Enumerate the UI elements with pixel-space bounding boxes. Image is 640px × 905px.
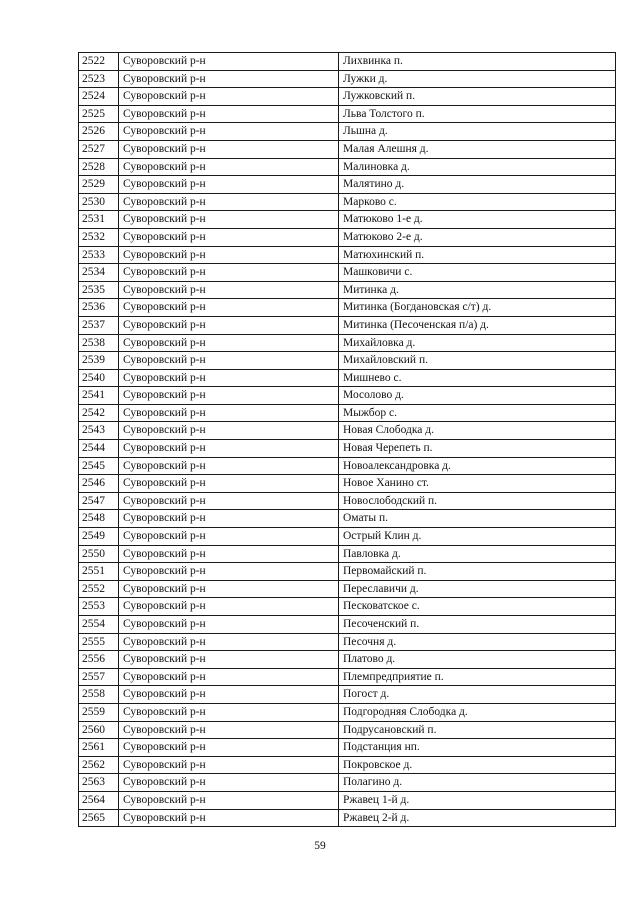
table-row — [79, 633, 616, 651]
row-number-cell: 2539 — [79, 352, 119, 370]
settlement-cell: Новослободский п. — [339, 492, 616, 510]
settlement-cell: Подстанция нп. — [339, 739, 616, 757]
district-cell: Суворовский р-н — [119, 387, 339, 405]
row-number-cell: 2552 — [79, 580, 119, 598]
row-number-cell: 2555 — [79, 633, 119, 651]
row-number-cell: 2528 — [79, 158, 119, 176]
settlement-cell: Павловка д. — [339, 545, 616, 563]
district-cell: Суворовский р-н — [119, 193, 339, 211]
district-cell: Суворовский р-н — [119, 475, 339, 493]
table-row — [79, 739, 616, 757]
table-row — [79, 299, 616, 317]
row-number-cell: 2551 — [79, 563, 119, 581]
settlement-cell: Митинка (Богдановская с/т) д. — [339, 299, 616, 317]
settlement-cell: Платово д. — [339, 651, 616, 669]
table-row — [79, 440, 616, 458]
row-number-cell: 2545 — [79, 457, 119, 475]
row-number-cell: 2527 — [79, 140, 119, 158]
table-row — [79, 721, 616, 739]
table-row — [79, 387, 616, 405]
row-number-cell: 2523 — [79, 70, 119, 88]
settlement-cell: Митинка д. — [339, 281, 616, 299]
district-cell: Суворовский р-н — [119, 633, 339, 651]
row-number-cell: 2549 — [79, 528, 119, 546]
district-cell: Суворовский р-н — [119, 264, 339, 282]
row-number-cell: 2557 — [79, 668, 119, 686]
settlement-cell: Подгородняя Слободка д. — [339, 703, 616, 721]
table-row — [79, 492, 616, 510]
district-cell: Суворовский р-н — [119, 616, 339, 634]
settlement-cell: Оматы п. — [339, 510, 616, 528]
settlements-table-body — [79, 53, 616, 827]
table-row — [79, 369, 616, 387]
row-number-cell: 2543 — [79, 422, 119, 440]
settlement-cell: Первомайский п. — [339, 563, 616, 581]
row-number-cell: 2536 — [79, 299, 119, 317]
settlement-cell: Малятино д. — [339, 176, 616, 194]
district-cell: Суворовский р-н — [119, 228, 339, 246]
table-row — [79, 686, 616, 704]
row-number-cell: 2565 — [79, 809, 119, 827]
district-cell: Суворовский р-н — [119, 246, 339, 264]
district-cell: Суворовский р-н — [119, 721, 339, 739]
table-row — [79, 580, 616, 598]
district-cell: Суворовский р-н — [119, 739, 339, 757]
row-number-cell: 2540 — [79, 369, 119, 387]
settlement-cell: Машковичи с. — [339, 264, 616, 282]
settlement-cell: Лужки д. — [339, 70, 616, 88]
table-row — [79, 457, 616, 475]
settlement-cell: Песочня д. — [339, 633, 616, 651]
district-cell: Суворовский р-н — [119, 510, 339, 528]
table-row — [79, 616, 616, 634]
row-number-cell: 2529 — [79, 176, 119, 194]
settlement-cell: Переславичи д. — [339, 580, 616, 598]
settlement-cell: Ржавец 1-й д. — [339, 791, 616, 809]
district-cell: Суворовский р-н — [119, 440, 339, 458]
page-number: 59 — [314, 840, 326, 852]
row-number-cell: 2546 — [79, 475, 119, 493]
table-row — [79, 228, 616, 246]
table-row — [79, 809, 616, 827]
district-cell: Суворовский р-н — [119, 598, 339, 616]
table-row — [79, 211, 616, 229]
district-cell: Суворовский р-н — [119, 88, 339, 106]
row-number-cell: 2541 — [79, 387, 119, 405]
district-cell: Суворовский р-н — [119, 70, 339, 88]
table-row — [79, 528, 616, 546]
table-row — [79, 193, 616, 211]
row-number-cell: 2550 — [79, 545, 119, 563]
table-row — [79, 316, 616, 334]
table-row — [79, 422, 616, 440]
table-row — [79, 404, 616, 422]
district-cell: Суворовский р-н — [119, 791, 339, 809]
settlement-cell: Полагино д. — [339, 774, 616, 792]
district-cell: Суворовский р-н — [119, 299, 339, 317]
settlement-cell: Новое Ханино ст. — [339, 475, 616, 493]
table-row — [79, 774, 616, 792]
district-cell: Суворовский р-н — [119, 528, 339, 546]
row-number-cell: 2558 — [79, 686, 119, 704]
row-number-cell: 2563 — [79, 774, 119, 792]
district-cell: Суворовский р-н — [119, 492, 339, 510]
settlement-cell: Льшна д. — [339, 123, 616, 141]
table-row — [79, 352, 616, 370]
district-cell: Суворовский р-н — [119, 774, 339, 792]
district-cell: Суворовский р-н — [119, 422, 339, 440]
settlement-cell: Мосолово д. — [339, 387, 616, 405]
district-cell: Суворовский р-н — [119, 545, 339, 563]
table-row — [79, 703, 616, 721]
settlement-cell: Малиновка д. — [339, 158, 616, 176]
row-number-cell: 2530 — [79, 193, 119, 211]
settlement-cell: Подрусановский п. — [339, 721, 616, 739]
table-row — [79, 563, 616, 581]
row-number-cell: 2560 — [79, 721, 119, 739]
district-cell: Суворовский р-н — [119, 140, 339, 158]
settlement-cell: Михайловский п. — [339, 352, 616, 370]
settlement-cell: Мыжбор с. — [339, 404, 616, 422]
district-cell: Суворовский р-н — [119, 703, 339, 721]
row-number-cell: 2538 — [79, 334, 119, 352]
district-cell: Суворовский р-н — [119, 809, 339, 827]
settlement-cell: Погост д. — [339, 686, 616, 704]
table-row — [79, 545, 616, 563]
row-number-cell: 2564 — [79, 791, 119, 809]
row-number-cell: 2535 — [79, 281, 119, 299]
district-cell: Суворовский р-н — [119, 352, 339, 370]
settlement-cell: Песоченский п. — [339, 616, 616, 634]
table-row — [79, 123, 616, 141]
settlement-cell: Новоалександровка д. — [339, 457, 616, 475]
row-number-cell: 2531 — [79, 211, 119, 229]
row-number-cell: 2548 — [79, 510, 119, 528]
settlement-cell: Племпредприятие п. — [339, 668, 616, 686]
district-cell: Суворовский р-н — [119, 457, 339, 475]
row-number-cell: 2542 — [79, 404, 119, 422]
row-number-cell: 2556 — [79, 651, 119, 669]
row-number-cell: 2562 — [79, 756, 119, 774]
table-row — [79, 281, 616, 299]
table-row — [79, 475, 616, 493]
table-row — [79, 176, 616, 194]
settlement-cell: Матюково 2-е д. — [339, 228, 616, 246]
row-number-cell: 2559 — [79, 703, 119, 721]
settlements-table — [78, 52, 616, 827]
row-number-cell: 2547 — [79, 492, 119, 510]
row-number-cell: 2561 — [79, 739, 119, 757]
settlement-cell: Лужковский п. — [339, 88, 616, 106]
row-number-cell: 2553 — [79, 598, 119, 616]
settlement-cell: Льва Толстого п. — [339, 105, 616, 123]
settlement-cell: Покровское д. — [339, 756, 616, 774]
row-number-cell: 2532 — [79, 228, 119, 246]
district-cell: Суворовский р-н — [119, 651, 339, 669]
district-cell: Суворовский р-н — [119, 316, 339, 334]
district-cell: Суворовский р-н — [119, 580, 339, 598]
district-cell: Суворовский р-н — [119, 686, 339, 704]
district-cell: Суворовский р-н — [119, 211, 339, 229]
table-row — [79, 510, 616, 528]
table-row — [79, 668, 616, 686]
table-row — [79, 105, 616, 123]
district-cell: Суворовский р-н — [119, 176, 339, 194]
settlement-cell: Михайловка д. — [339, 334, 616, 352]
row-number-cell: 2544 — [79, 440, 119, 458]
settlement-cell: Острый Клин д. — [339, 528, 616, 546]
settlement-cell: Лихвинка п. — [339, 53, 616, 71]
row-number-cell: 2534 — [79, 264, 119, 282]
table-row — [79, 246, 616, 264]
table-row — [79, 53, 616, 71]
district-cell: Суворовский р-н — [119, 756, 339, 774]
district-cell: Суворовский р-н — [119, 123, 339, 141]
table-row — [79, 756, 616, 774]
settlement-cell: Матюково 1-е д. — [339, 211, 616, 229]
table-row — [79, 264, 616, 282]
table-row — [79, 791, 616, 809]
table-row — [79, 598, 616, 616]
district-cell: Суворовский р-н — [119, 668, 339, 686]
settlement-cell: Мишнево с. — [339, 369, 616, 387]
row-number-cell: 2554 — [79, 616, 119, 634]
table-row — [79, 158, 616, 176]
row-number-cell: 2537 — [79, 316, 119, 334]
table-row — [79, 70, 616, 88]
district-cell: Суворовский р-н — [119, 404, 339, 422]
settlement-cell: Малая Алешня д. — [339, 140, 616, 158]
row-number-cell: 2526 — [79, 123, 119, 141]
settlement-cell: Ржавец 2-й д. — [339, 809, 616, 827]
row-number-cell: 2524 — [79, 88, 119, 106]
district-cell: Суворовский р-н — [119, 158, 339, 176]
district-cell: Суворовский р-н — [119, 53, 339, 71]
district-cell: Суворовский р-н — [119, 563, 339, 581]
table-row — [79, 334, 616, 352]
settlement-cell: Матюхинский п. — [339, 246, 616, 264]
settlement-cell: Новая Черепеть п. — [339, 440, 616, 458]
table-row — [79, 140, 616, 158]
district-cell: Суворовский р-н — [119, 105, 339, 123]
row-number-cell: 2533 — [79, 246, 119, 264]
district-cell: Суворовский р-н — [119, 334, 339, 352]
table-row — [79, 88, 616, 106]
district-cell: Суворовский р-н — [119, 369, 339, 387]
district-cell: Суворовский р-н — [119, 281, 339, 299]
row-number-cell: 2525 — [79, 105, 119, 123]
row-number-cell: 2522 — [79, 53, 119, 71]
table-row — [79, 651, 616, 669]
settlement-cell: Митинка (Песоченская п/а) д. — [339, 316, 616, 334]
settlement-cell: Песковатское с. — [339, 598, 616, 616]
settlement-cell: Новая Слободка д. — [339, 422, 616, 440]
settlement-cell: Марково с. — [339, 193, 616, 211]
